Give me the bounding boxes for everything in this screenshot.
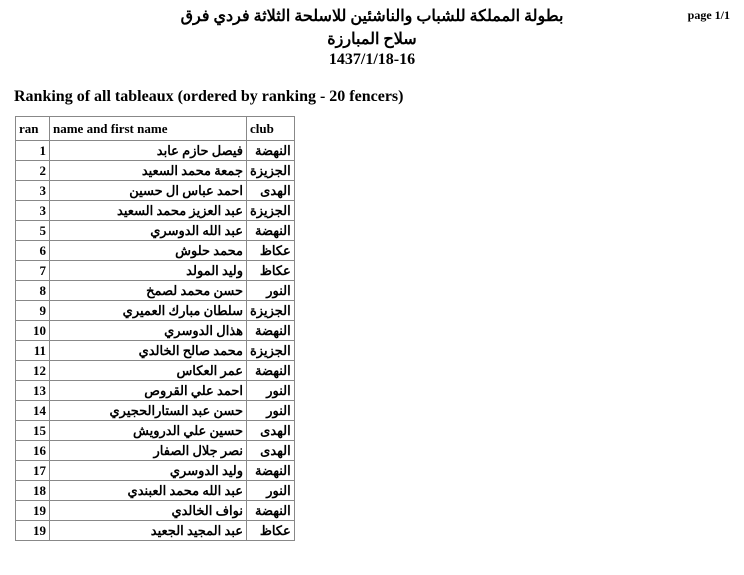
name-cell: عبد الله الدوسري	[50, 221, 247, 241]
competition-date: 1437/1/18-16	[328, 51, 416, 68]
club-cell: النهضة	[247, 141, 295, 161]
club-cell: النور	[247, 481, 295, 501]
name-cell: جمعة محمد السعيد	[50, 161, 247, 181]
table-row	[16, 281, 295, 301]
name-cell: عبد الله محمد العبندي	[50, 481, 247, 501]
rank-cell: 7	[16, 261, 50, 281]
name-cell: سلطان مبارك العميري	[50, 301, 247, 321]
club-cell: الجزيزة	[247, 161, 295, 181]
rank-cell: 3	[16, 201, 50, 221]
rank-cell: 19	[16, 521, 50, 541]
column-header-name: name and first name	[50, 117, 247, 141]
name-cell: حسن عبد الستارالحجيري	[50, 401, 247, 421]
table-row	[16, 221, 295, 241]
name-cell: عبد المجيد الجعيد	[50, 521, 247, 541]
table-row	[16, 181, 295, 201]
club-cell: الجزيزة	[247, 201, 295, 221]
table-row	[16, 381, 295, 401]
rank-cell: 10	[16, 321, 50, 341]
document-title: بطولة المملكة للشباب والناشئين للاسلحة الثلاثة فردي فرق	[180, 8, 564, 25]
rank-cell: 2	[16, 161, 50, 181]
column-header-club: club	[247, 117, 295, 141]
rank-cell: 12	[16, 361, 50, 381]
table-body	[16, 141, 295, 541]
column-header-rank: ran	[16, 117, 50, 141]
table-header-row	[16, 117, 295, 141]
name-cell: محمد حلوش	[50, 241, 247, 261]
name-cell: عمر العكاس	[50, 361, 247, 381]
club-cell: عكاظ	[247, 261, 295, 281]
table-row	[16, 201, 295, 221]
table-row	[16, 481, 295, 501]
ranking-table	[15, 116, 295, 541]
club-cell: النور	[247, 401, 295, 421]
table-row	[16, 161, 295, 181]
table-row	[16, 301, 295, 321]
ranking-heading: Ranking of all tableaux (ordered by ranking - 20 fencers)	[14, 88, 404, 105]
name-cell: هذال الدوسري	[50, 321, 247, 341]
weapon-subtitle: سلاح المبارزة	[327, 31, 417, 48]
rank-cell: 19	[16, 501, 50, 521]
club-cell: النهضة	[247, 221, 295, 241]
name-cell: نواف الخالدي	[50, 501, 247, 521]
club-cell: النهضة	[247, 361, 295, 381]
rank-cell: 5	[16, 221, 50, 241]
table-row	[16, 241, 295, 261]
name-cell: عبد العزيز محمد السعيد	[50, 201, 247, 221]
club-cell: النور	[247, 281, 295, 301]
rank-cell: 16	[16, 441, 50, 461]
name-cell: حسين علي الدرويش	[50, 421, 247, 441]
rank-cell: 8	[16, 281, 50, 301]
table-row	[16, 521, 295, 541]
rank-cell: 6	[16, 241, 50, 261]
club-cell: النهضة	[247, 461, 295, 481]
name-cell: وليد الدوسري	[50, 461, 247, 481]
rank-cell: 17	[16, 461, 50, 481]
name-cell: حسن محمد لصمخ	[50, 281, 247, 301]
table-row	[16, 501, 295, 521]
table-row	[16, 341, 295, 361]
table-row	[16, 441, 295, 461]
page-number: page 1/1	[687, 8, 730, 22]
table-row	[16, 421, 295, 441]
table-row	[16, 261, 295, 281]
name-cell: نصر جلال الصفار	[50, 441, 247, 461]
table-row	[16, 461, 295, 481]
club-cell: النهضة	[247, 321, 295, 341]
club-cell: النور	[247, 381, 295, 401]
name-cell: محمد صالح الخالدي	[50, 341, 247, 361]
rank-cell: 15	[16, 421, 50, 441]
table-row	[16, 141, 295, 161]
rank-cell: 9	[16, 301, 50, 321]
rank-cell: 3	[16, 181, 50, 201]
club-cell: الهدى	[247, 421, 295, 441]
rank-cell: 1	[16, 141, 50, 161]
club-cell: النهضة	[247, 501, 295, 521]
club-cell: عكاظ	[247, 241, 295, 261]
club-cell: الجزيزة	[247, 301, 295, 321]
club-cell: عكاظ	[247, 521, 295, 541]
club-cell: الهدى	[247, 441, 295, 461]
table-row	[16, 401, 295, 421]
rank-cell: 11	[16, 341, 50, 361]
name-cell: وليد المولد	[50, 261, 247, 281]
name-cell: احمد علي القروص	[50, 381, 247, 401]
name-cell: احمد عباس ال حسين	[50, 181, 247, 201]
rank-cell: 14	[16, 401, 50, 421]
table-row	[16, 361, 295, 381]
rank-cell: 18	[16, 481, 50, 501]
rank-cell: 13	[16, 381, 50, 401]
table-row	[16, 321, 295, 341]
club-cell: الهدى	[247, 181, 295, 201]
club-cell: الجزيزة	[247, 341, 295, 361]
name-cell: فيصل حازم عابد	[50, 141, 247, 161]
